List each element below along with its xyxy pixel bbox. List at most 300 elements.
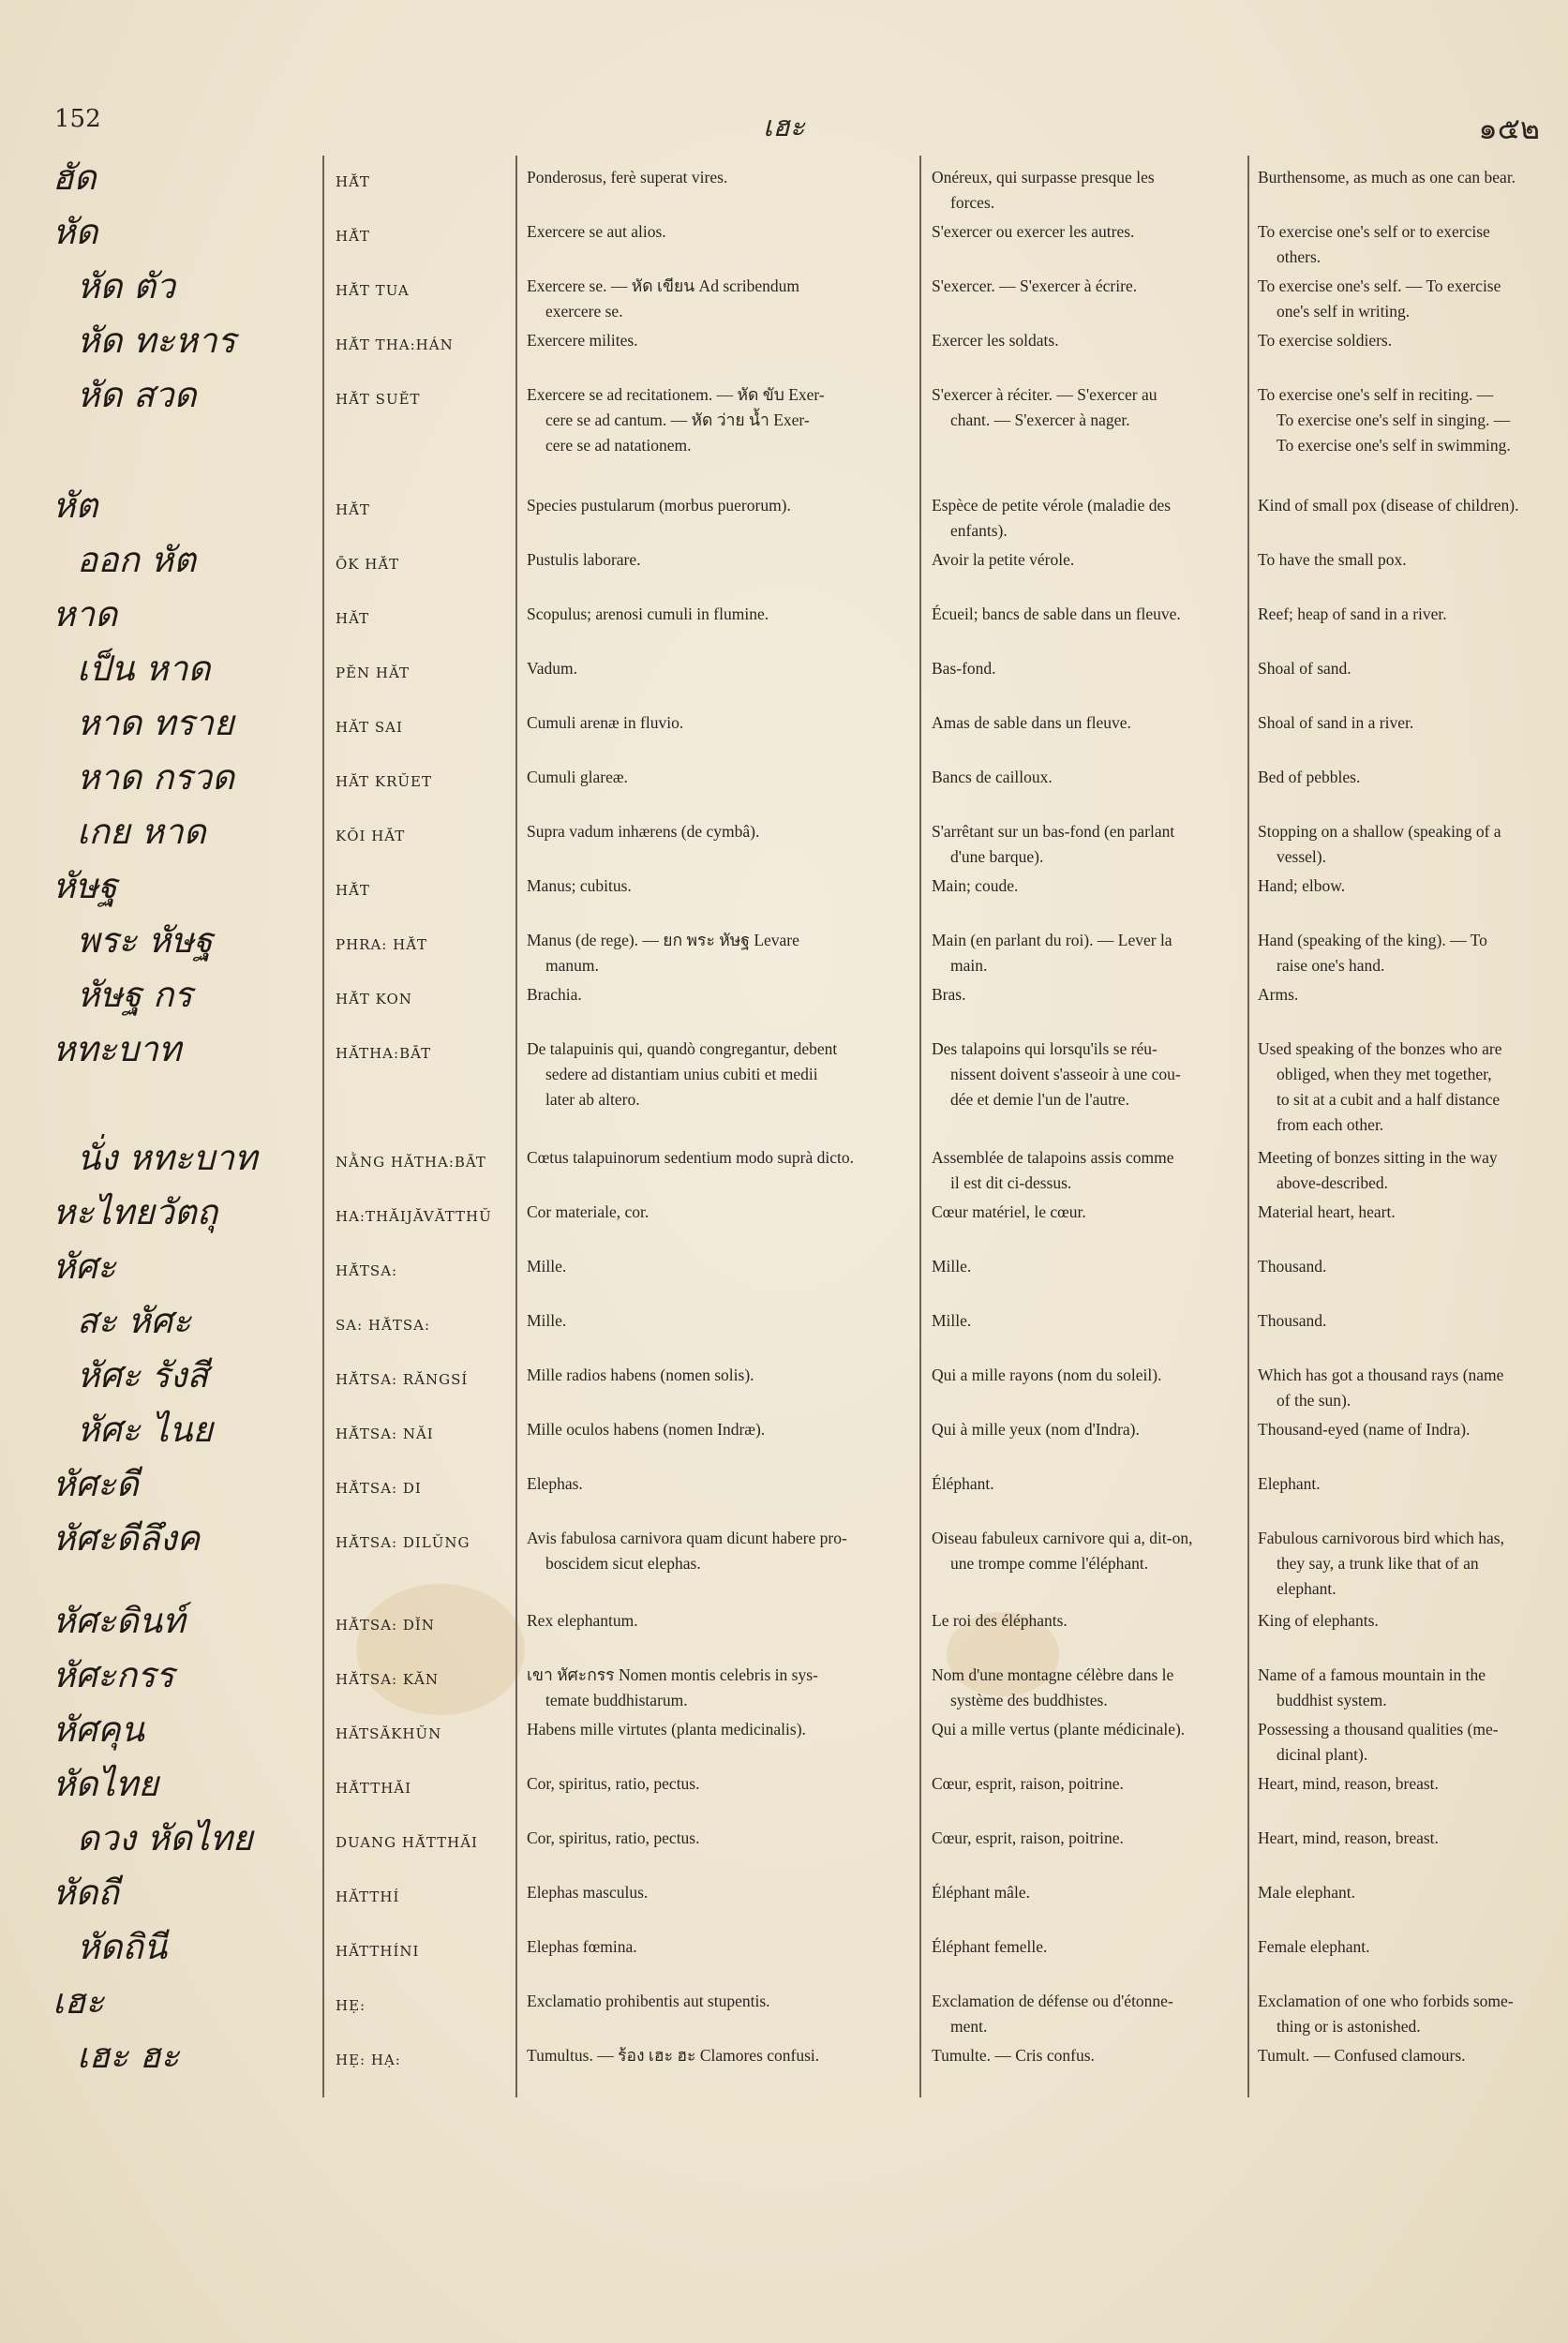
latin-definition [527, 493, 909, 518]
english-definition-line: Kind of small pox (disease of children). [1258, 496, 1519, 515]
latin-definition-line: Mille radios habens (nomen solis). [527, 1366, 754, 1384]
english-definition-line: elephant. [1277, 1579, 1337, 1598]
english-definition-line: they say, a trunk like that of an [1277, 1554, 1479, 1573]
latin-definition [527, 1363, 909, 1388]
french-definition [932, 1037, 1239, 1112]
latin-definition [527, 1200, 909, 1225]
english-definition-line: King of elephants. [1258, 1611, 1379, 1630]
transliteration: HĂ̆T [336, 228, 370, 245]
column-rule [919, 156, 921, 2097]
running-head: เฮะ [763, 111, 805, 143]
latin-definition [527, 1826, 909, 1851]
transliteration: HĂ̆T SUĔT [336, 391, 421, 408]
latin-definition-line: Pustulis laborare. [527, 550, 641, 569]
transliteration: HĂ̆T [336, 882, 370, 899]
french-definition-line: enfants). [950, 521, 1008, 540]
french-definition-line: Qui a mille rayons (nom du soleil). [932, 1366, 1162, 1384]
english-definition [1258, 382, 1539, 458]
english-definition [1258, 928, 1539, 978]
transliteration: ŌK HĂ̆T [336, 556, 400, 573]
english-definition-line: Arms. [1258, 985, 1299, 1004]
french-definition [932, 1717, 1239, 1742]
latin-definition [527, 873, 909, 899]
transliteration: DUANG HĂ̆TTHĂI [336, 1834, 478, 1851]
french-definition-line: main. [950, 956, 988, 975]
french-definition-line: Oiseau fabuleux carnivore qui a, dit-on, [932, 1529, 1193, 1547]
english-definition-line: from each other. [1277, 1115, 1384, 1134]
english-definition [1258, 1880, 1539, 1905]
english-definition-line: dicinal plant). [1277, 1745, 1368, 1764]
latin-definition-line: Exercere se ad recitationem. — หัด ขับ Exer- [527, 385, 825, 404]
transliteration: SA: HĂ̆TSA: [336, 1317, 431, 1334]
thai-headword: พระ หัษฐ [77, 920, 214, 961]
thai-headword: หัศะ [52, 1246, 116, 1287]
english-definition-line: Name of a famous mountain in the [1258, 1665, 1486, 1684]
latin-definition [527, 1037, 909, 1112]
french-definition-line: Des talapoins qui lorsqu'ils se réu- [932, 1039, 1157, 1058]
thai-headword: เป็น หาด [77, 649, 211, 689]
latin-definition-line: Ponderosus, ferè superat vires. [527, 168, 728, 187]
french-definition [932, 328, 1239, 353]
french-definition-line: il est dit ci-dessus. [950, 1173, 1072, 1192]
english-definition-line: above-described. [1277, 1173, 1389, 1192]
english-definition [1258, 710, 1539, 736]
english-definition-line: Which has got a thousand rays (name [1258, 1366, 1504, 1384]
thai-headword: หัดถี [52, 1873, 119, 1913]
latin-definition [527, 982, 909, 1007]
english-definition [1258, 1826, 1539, 1851]
french-definition [932, 165, 1239, 216]
english-definition-line: To exercise soldiers. [1258, 331, 1393, 350]
english-definition [1258, 219, 1539, 270]
latin-definition [527, 219, 909, 245]
transliteration: HĂ̆T KON [336, 991, 412, 1007]
latin-definition [527, 328, 909, 353]
latin-definition-line: Vadum. [527, 659, 577, 678]
english-definition [1258, 1200, 1539, 1225]
french-definition [932, 547, 1239, 573]
thai-headword: หะไทยวัตถุ [52, 1192, 218, 1232]
thai-headword: หัศะ ไนย [77, 1410, 214, 1450]
english-definition-line: Heart, mind, reason, breast. [1258, 1774, 1439, 1793]
english-definition-line: obliged, when they met together, [1277, 1065, 1492, 1083]
transliteration: HẸ: HẠ: [336, 2052, 401, 2068]
latin-definition-line: exercere se. [545, 302, 623, 321]
english-definition [1258, 274, 1539, 324]
english-definition [1258, 1363, 1539, 1413]
latin-definition [527, 2043, 909, 2068]
latin-definition-line: Tumultus. — ร้อง เฮะ ฮะ Clamores confusi. [527, 2046, 820, 2065]
latin-definition-line: sedere ad distantiam unius cubiti et medii [545, 1065, 818, 1083]
french-definition-line: Nom d'une montagne célèbre dans le [932, 1665, 1174, 1684]
french-definition-line: chant. — S'exercer à nager. [950, 410, 1130, 429]
thai-headword: ออก หัต [77, 540, 197, 580]
latin-definition-line: Exercere milites. [527, 331, 638, 350]
latin-definition-line: Cor, spiritus, ratio, pectus. [527, 1774, 700, 1793]
thai-headword: หัศะกรร [52, 1655, 174, 1695]
english-definition-line: To exercise one's self in reciting. — [1258, 385, 1494, 404]
english-definition-line: Thousand. [1258, 1257, 1327, 1276]
latin-definition-line: Mille oculos habens (nomen Indræ). [527, 1420, 766, 1439]
transliteration: PHRA: HĂ̆T [336, 936, 428, 953]
english-definition-line: Meeting of bonzes sitting in the way [1258, 1148, 1498, 1167]
transliteration: HĂTTHÍ [336, 1888, 400, 1905]
english-definition-line: others. [1277, 247, 1322, 266]
english-definition-line: Reef; heap of sand in a river. [1258, 604, 1447, 623]
latin-definition [527, 1771, 909, 1797]
english-definition-line: To exercise one's self in singing. — [1277, 410, 1511, 429]
transliteration: HĂT [336, 610, 370, 627]
transliteration: HĂTTHÍNI [336, 1943, 420, 1960]
latin-definition [527, 1663, 909, 1713]
french-definition-line: S'arrêtant sur un bas-fond (en parlant [932, 822, 1175, 841]
english-definition-line: Burthensome, as much as one can bear. [1258, 168, 1516, 187]
french-definition [932, 1363, 1239, 1388]
thai-headword: หัต [52, 485, 98, 526]
english-definition-line: to sit at a cubit and a half distance [1277, 1090, 1501, 1109]
french-definition [932, 1471, 1239, 1497]
transliteration: HĂ̆TSA: KĂN [336, 1671, 440, 1688]
latin-definition-line: Brachia. [527, 985, 582, 1004]
english-definition-line: To exercise one's self in swimming. [1277, 436, 1511, 455]
latin-definition [527, 274, 909, 324]
latin-definition-line: Mille. [527, 1311, 567, 1330]
column-rule [515, 156, 517, 2097]
english-definition [1258, 656, 1539, 681]
transliteration: HA:THĂIJĂVĂTTHŬ [336, 1208, 492, 1225]
english-definition [1258, 1934, 1539, 1960]
foxing-stain [356, 1584, 525, 1715]
english-definition-line: Bed of pebbles. [1258, 768, 1361, 786]
english-definition [1258, 1471, 1539, 1497]
thai-headword: หัด สวด [77, 375, 197, 415]
french-definition-line: Le roi des éléphants. [932, 1611, 1068, 1630]
french-definition-line: Exclamation de défense ou d'étonne- [932, 1992, 1173, 2010]
english-definition [1258, 1989, 1539, 2039]
english-definition [1258, 2043, 1539, 2068]
latin-definition-line: Species pustularum (morbus puerorum). [527, 496, 791, 515]
french-definition-line: Espèce de petite vérole (maladie des [932, 496, 1172, 515]
latin-definition-line: Cœtus talapuinorum sedentium modo suprà dicto. [527, 1148, 854, 1167]
thai-headword: หทะบาท [52, 1029, 182, 1069]
english-definition [1258, 982, 1539, 1007]
french-definition-line: Éléphant femelle. [932, 1937, 1048, 1956]
english-definition [1258, 1145, 1539, 1196]
french-definition-line: nissent doivent s'asseoir à une cou- [950, 1065, 1181, 1083]
english-definition [1258, 1663, 1539, 1713]
english-definition [1258, 1254, 1539, 1279]
french-definition [932, 493, 1239, 544]
english-definition-line: one's self in writing. [1277, 302, 1411, 321]
english-definition-line: Stopping on a shallow (speaking of a [1258, 822, 1501, 841]
french-definition [932, 382, 1239, 433]
transliteration: HẸ: [336, 1997, 366, 2014]
english-definition [1258, 765, 1539, 790]
thai-headword: หัศะดี [52, 1464, 139, 1504]
thai-headword: หัษฐ [52, 866, 118, 906]
thai-headword: หัด ตัว [77, 266, 175, 306]
transliteration: HĂ̆TSA: DI [336, 1480, 422, 1497]
latin-definition-line: Exercere se. — หัด เขียน Ad scribendum [527, 276, 799, 295]
thai-headword: หัษฐ กร [77, 975, 193, 1015]
latin-definition [527, 1608, 909, 1634]
english-definition-line: Possessing a thousand qualities (me- [1258, 1720, 1499, 1739]
latin-definition-line: Habens mille virtutes (planta medicinalis). [527, 1720, 806, 1739]
french-definition [932, 710, 1239, 736]
french-definition [932, 1989, 1239, 2039]
transliteration: NẰNG HĂTHA:BĀT [336, 1154, 486, 1171]
thai-headword: หาด [52, 594, 118, 634]
latin-definition [527, 1717, 909, 1742]
transliteration: HĂ̆T THA:HÁN [336, 336, 454, 353]
transliteration: HĂ̆T TUA [336, 282, 410, 299]
english-definition-line: Shoal of sand. [1258, 659, 1351, 678]
english-definition-line: Elephant. [1258, 1474, 1321, 1493]
thai-headword: นั่ง หทะบาท [77, 1138, 258, 1178]
english-definition-line: To have the small pox. [1258, 550, 1407, 569]
english-definition-line: thing or is astonished. [1277, 2017, 1421, 2036]
thai-headword: หัด ทะหาร [77, 321, 236, 361]
french-definition [932, 1663, 1239, 1713]
latin-definition-line: Supra vadum inhærens (de cymbâ). [527, 822, 760, 841]
french-definition-line: S'exercer. — S'exercer à écrire. [932, 276, 1138, 295]
french-definition [932, 2043, 1239, 2068]
french-definition-line: Main; coude. [932, 876, 1019, 895]
latin-definition-line: เขา หัศะกรร Nomen montis celebris in sys- [527, 1665, 818, 1684]
french-definition [932, 656, 1239, 681]
latin-definition-line: Exercere se aut alios. [527, 222, 666, 241]
latin-definition-line: De talapuinis qui, quandò congregantur, debent [527, 1039, 838, 1058]
latin-definition [527, 1880, 909, 1905]
english-definition-line: Hand; elbow. [1258, 876, 1346, 895]
english-definition [1258, 1037, 1539, 1138]
english-definition-line: Heart, mind, reason, breast. [1258, 1828, 1439, 1847]
latin-definition [527, 382, 909, 458]
thai-headword: หัด [52, 212, 98, 252]
column-rule [322, 156, 324, 2097]
french-definition-line: forces. [950, 193, 995, 212]
french-definition [932, 1771, 1239, 1797]
latin-definition [527, 602, 909, 627]
french-definition [932, 1145, 1239, 1196]
english-definition [1258, 1717, 1539, 1768]
french-definition-line: Main (en parlant du roi). — Lever la [932, 931, 1172, 949]
transliteration: HĂTHA:BĀT [336, 1045, 432, 1062]
transliteration: HĂT SAI [336, 719, 403, 736]
latin-definition-line: Scopulus; arenosi cumuli in flumine. [527, 604, 769, 623]
french-definition-line: système des buddhistes. [950, 1691, 1108, 1709]
english-definition [1258, 165, 1539, 190]
transliteration: HĂ̆TSA: DILŬNG [336, 1534, 470, 1551]
french-definition [932, 928, 1239, 978]
english-definition [1258, 602, 1539, 627]
english-definition-line: Material heart, heart. [1258, 1202, 1396, 1221]
latin-definition-line: Elephas fœmina. [527, 1937, 637, 1956]
english-definition-line: Thousand-eyed (name of Indra). [1258, 1420, 1471, 1439]
french-definition [932, 1417, 1239, 1442]
transliteration: HĂ̆TSA: [336, 1262, 398, 1279]
english-definition [1258, 1308, 1539, 1334]
latin-definition-line: Cumuli glareæ. [527, 768, 628, 786]
latin-definition [527, 1308, 909, 1334]
french-definition-line: Qui a mille vertus (plante médicinale). [932, 1720, 1186, 1739]
latin-definition-line: Avis fabulosa carnivora quam dicunt habere pro- [527, 1529, 847, 1547]
page-number: 152 [54, 105, 101, 133]
french-definition [932, 1826, 1239, 1851]
french-definition-line: Qui à mille yeux (nom d'Indra). [932, 1420, 1140, 1439]
latin-definition [527, 1934, 909, 1960]
french-definition-line: S'exercer à réciter. — S'exercer au [932, 385, 1157, 404]
french-definition [932, 873, 1239, 899]
thai-headword: หาด กรวด [77, 757, 235, 798]
latin-definition-line: Mille. [527, 1257, 567, 1276]
transliteration: HĂ̆TSA: RĂNGSÍ [336, 1371, 469, 1388]
french-definition-line: Mille. [932, 1257, 972, 1276]
french-definition-line: S'exercer ou exercer les autres. [932, 222, 1135, 241]
french-definition [932, 1308, 1239, 1334]
french-definition [932, 1880, 1239, 1905]
english-definition-line: Tumult. — Confused clamours. [1258, 2046, 1466, 2065]
french-definition-line: dée et demie l'un de l'autre. [950, 1090, 1129, 1109]
latin-definition-line: boscidem sicut elephas. [545, 1554, 701, 1573]
thai-headword: ฮัด [52, 157, 97, 198]
latin-definition-line: Manus (de rege). — ยก พระ หัษฐ Levare [527, 931, 799, 949]
transliteration: HĂ̆TSA: NĂI [336, 1425, 434, 1442]
french-definition-line: Tumulte. — Cris confus. [932, 2046, 1095, 2065]
english-definition [1258, 547, 1539, 573]
english-definition-line: Male elephant. [1258, 1883, 1355, 1902]
english-definition [1258, 1526, 1539, 1602]
french-definition [932, 1526, 1239, 1576]
transliteration: HĂ̆T [336, 173, 370, 190]
english-definition-line: vessel). [1277, 847, 1326, 866]
french-definition-line: Éléphant mâle. [932, 1883, 1030, 1902]
latin-definition-line: cere se ad natationem. [545, 436, 692, 455]
french-definition [932, 982, 1239, 1007]
thai-headword: สะ หัศะ [77, 1301, 191, 1341]
french-definition-line: Éléphant. [932, 1474, 994, 1493]
transliteration: HĂTSĂKHŬN [336, 1725, 442, 1742]
french-definition-line: ment. [950, 2017, 988, 2036]
french-definition-line: Bancs de cailloux. [932, 768, 1053, 786]
french-definition [932, 1608, 1239, 1634]
french-definition [932, 1254, 1239, 1279]
latin-definition-line: Exclamatio prohibentis aut stupentis. [527, 1992, 770, 2010]
thai-headword: หัศะดินท์ [52, 1601, 186, 1641]
thai-headword: เฮะ [52, 1981, 105, 2022]
french-definition-line: Écueil; bancs de sable dans un fleuve. [932, 604, 1181, 623]
thai-headword: เฮะ ฮะ [77, 2036, 180, 2076]
thai-headword: หัศคุน [52, 1709, 144, 1750]
english-definition [1258, 1608, 1539, 1634]
latin-definition [527, 1254, 909, 1279]
english-definition-line: Hand (speaking of the king). — To [1258, 931, 1487, 949]
french-definition-line: Bras. [932, 985, 966, 1004]
column-rule [1247, 156, 1249, 2097]
french-definition-line: Assemblée de talapoins assis comme [932, 1148, 1174, 1167]
thai-headword: หัดถินี [77, 1927, 168, 1967]
english-definition-line: buddhist system. [1277, 1691, 1387, 1709]
english-definition-line: Thousand. [1258, 1311, 1327, 1330]
transliteration: HĂ̆TSA: DĬN [336, 1617, 435, 1634]
english-definition [1258, 819, 1539, 870]
french-definition [932, 602, 1239, 627]
thai-headword: หาด ทราย [77, 703, 234, 743]
latin-definition-line: Cor materiale, cor. [527, 1202, 650, 1221]
transliteration: PĔN HĂT [336, 664, 411, 681]
latin-definition [527, 1145, 909, 1171]
latin-definition-line: Elephas masculus. [527, 1883, 649, 1902]
english-definition-line: Used speaking of the bonzes who are [1258, 1039, 1502, 1058]
english-definition [1258, 873, 1539, 899]
latin-definition [527, 765, 909, 790]
latin-definition-line: manum. [545, 956, 599, 975]
latin-definition-line: Elephas. [527, 1474, 583, 1493]
french-definition-line: une trompe comme l'éléphant. [950, 1554, 1149, 1573]
latin-definition [527, 1989, 909, 2014]
thai-headword: หัศะดีลึงค [52, 1518, 201, 1559]
french-definition-line: Cœur, esprit, raison, poitrine. [932, 1774, 1124, 1793]
english-definition [1258, 1417, 1539, 1442]
english-definition-line: To exercise one's self or to exercise [1258, 222, 1490, 241]
french-definition [932, 1200, 1239, 1225]
latin-definition [527, 547, 909, 573]
transliteration: HĂ̆TTHĂI [336, 1780, 412, 1797]
french-definition [932, 819, 1239, 870]
french-definition [932, 219, 1239, 245]
thai-headword: หัศะ รังสี [77, 1355, 209, 1395]
latin-definition [527, 165, 909, 190]
latin-definition-line: temate buddhistarum. [545, 1691, 688, 1709]
french-definition [932, 1934, 1239, 1960]
english-definition-line: of the sun). [1277, 1391, 1351, 1410]
latin-definition [527, 1526, 909, 1576]
latin-definition-line: Cor, spiritus, ratio, pectus. [527, 1828, 700, 1847]
latin-definition [527, 819, 909, 844]
english-definition-line: raise one's hand. [1277, 956, 1385, 975]
french-definition-line: Exercer les soldats. [932, 331, 1059, 350]
english-definition-line: Female elephant. [1258, 1937, 1370, 1956]
french-definition-line: Onéreux, qui surpasse presque les [932, 168, 1155, 187]
english-definition [1258, 1771, 1539, 1797]
english-definition [1258, 493, 1539, 518]
french-definition-line: Amas de sable dans un fleuve. [932, 713, 1131, 732]
thai-page-number: ๑๕๒ [1478, 111, 1540, 146]
french-definition [932, 765, 1239, 790]
french-definition-line: Cœur matériel, le cœur. [932, 1202, 1086, 1221]
latin-definition [527, 928, 909, 978]
french-definition-line: Bas-fond. [932, 659, 996, 678]
english-definition [1258, 328, 1539, 353]
french-definition-line: Cœur, esprit, raison, poitrine. [932, 1828, 1124, 1847]
latin-definition-line: cere se ad cantum. — หัด ว่าย น้ำ Exer- [545, 410, 810, 429]
thai-headword: เกย หาด [77, 812, 206, 852]
latin-definition [527, 1471, 909, 1497]
french-definition-line: Avoir la petite vérole. [932, 550, 1075, 569]
latin-definition-line: Rex elephantum. [527, 1611, 638, 1630]
transliteration: HĂT KRŬET [336, 773, 432, 790]
transliteration: HĂ̆T [336, 501, 370, 518]
english-definition-line: Shoal of sand in a river. [1258, 713, 1414, 732]
french-definition [932, 274, 1239, 299]
latin-definition [527, 710, 909, 736]
latin-definition [527, 656, 909, 681]
latin-definition-line: Manus; cubitus. [527, 876, 632, 895]
thai-headword: ดวง หัดไทย [77, 1818, 253, 1858]
thai-headword: หัดไทย [52, 1764, 159, 1804]
latin-definition [527, 1417, 909, 1442]
latin-definition-line: Cumuli arenæ in fluvio. [527, 713, 684, 732]
